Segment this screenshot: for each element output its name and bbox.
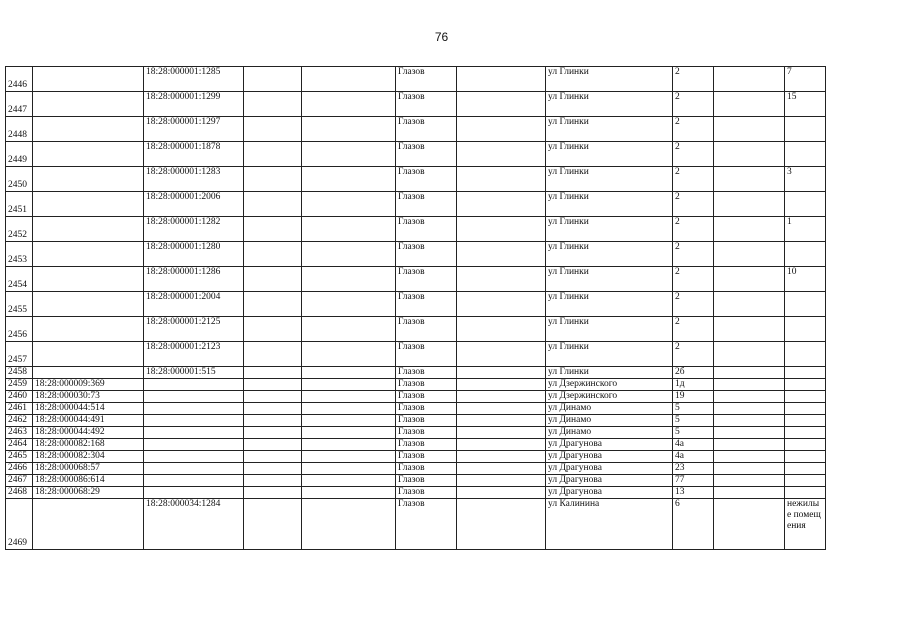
empty-cell (244, 92, 302, 117)
cell-street: ул Глинки (546, 192, 673, 217)
empty-cell (302, 67, 396, 92)
cell-cad-a (33, 267, 144, 292)
table-row (6, 142, 826, 167)
empty-cell (302, 439, 396, 451)
cell-num: 2450 (6, 167, 33, 192)
cell-num: 2466 (6, 463, 33, 475)
cell-note (785, 415, 826, 427)
cell-note (785, 391, 826, 403)
empty-cell (244, 317, 302, 342)
cell-house: 2 (673, 242, 714, 267)
cell-note (785, 117, 826, 142)
cell-cad-b: 18:28:000001:1878 (144, 142, 244, 167)
empty-cell (714, 415, 785, 427)
table-row (6, 403, 826, 415)
empty-cell (457, 92, 546, 117)
table-row (6, 92, 826, 117)
cell-num: 2464 (6, 439, 33, 451)
cell-street: ул Драгунова (546, 463, 673, 475)
table-row (6, 167, 826, 192)
empty-cell (457, 142, 546, 167)
empty-cell (244, 117, 302, 142)
cell-cad-b (144, 415, 244, 427)
cell-num: 2453 (6, 242, 33, 267)
cell-house: 6 (673, 499, 714, 550)
empty-cell (302, 451, 396, 463)
empty-cell (457, 439, 546, 451)
cell-city: Глазов (396, 217, 457, 242)
cell-house: 4а (673, 439, 714, 451)
cell-cad-b: 18:28:000001:1285 (144, 67, 244, 92)
cell-city: Глазов (396, 142, 457, 167)
cell-cad-a (33, 217, 144, 242)
empty-cell (302, 415, 396, 427)
empty-cell (714, 439, 785, 451)
empty-cell (244, 217, 302, 242)
cell-cad-a: 18:28:000086:614 (33, 475, 144, 487)
table-body (6, 67, 826, 550)
cell-city: Глазов (396, 499, 457, 550)
cell-cad-a: 18:28:000082:168 (33, 439, 144, 451)
empty-cell (244, 292, 302, 317)
cell-city: Глазов (396, 427, 457, 439)
empty-cell (457, 342, 546, 367)
cell-house: 5 (673, 403, 714, 415)
table-row (6, 292, 826, 317)
empty-cell (714, 342, 785, 367)
cell-num: 2455 (6, 292, 33, 317)
cell-cad-a (33, 342, 144, 367)
empty-cell (302, 379, 396, 391)
cell-num: 2467 (6, 475, 33, 487)
cell-num: 2459 (6, 379, 33, 391)
cell-num: 2463 (6, 427, 33, 439)
cell-note (785, 242, 826, 267)
empty-cell (244, 379, 302, 391)
empty-cell (714, 379, 785, 391)
cell-cad-b (144, 427, 244, 439)
cell-street: ул Дзержинского (546, 391, 673, 403)
cell-cad-a (33, 292, 144, 317)
cell-cad-b: 18:28:000001:2125 (144, 317, 244, 342)
empty-cell (457, 463, 546, 475)
cell-street: ул Глинки (546, 317, 673, 342)
cell-house: 1д (673, 379, 714, 391)
cell-note: 7 (785, 67, 826, 92)
cell-city: Глазов (396, 342, 457, 367)
cell-street: ул Динамо (546, 403, 673, 415)
cell-note (785, 403, 826, 415)
cell-house: 2б (673, 367, 714, 379)
empty-cell (714, 427, 785, 439)
cell-city: Глазов (396, 487, 457, 499)
cell-street: ул Глинки (546, 367, 673, 379)
empty-cell (457, 167, 546, 192)
cell-cad-b: 18:28:000001:2006 (144, 192, 244, 217)
cell-street: ул Глинки (546, 242, 673, 267)
cell-cad-b (144, 463, 244, 475)
empty-cell (457, 67, 546, 92)
cell-cad-a (33, 367, 144, 379)
cell-city: Глазов (396, 292, 457, 317)
cell-cad-b (144, 403, 244, 415)
cell-note (785, 367, 826, 379)
cell-cad-b: 18:28:000001:2004 (144, 292, 244, 317)
table-row (6, 451, 826, 463)
cell-house: 5 (673, 427, 714, 439)
cell-cad-b: 18:28:000034:1284 (144, 499, 244, 550)
empty-cell (244, 487, 302, 499)
table-row (6, 415, 826, 427)
cell-num: 2448 (6, 117, 33, 142)
empty-cell (714, 317, 785, 342)
cell-cad-b (144, 487, 244, 499)
empty-cell (714, 292, 785, 317)
cell-cad-b (144, 451, 244, 463)
empty-cell (714, 92, 785, 117)
cell-cad-a (33, 499, 144, 550)
cell-cad-a (33, 192, 144, 217)
empty-cell (302, 142, 396, 167)
cell-note (785, 475, 826, 487)
empty-cell (714, 475, 785, 487)
cell-city: Глазов (396, 317, 457, 342)
table-row (6, 367, 826, 379)
empty-cell (714, 391, 785, 403)
empty-cell (714, 451, 785, 463)
empty-cell (714, 217, 785, 242)
cell-num: 2469 (6, 499, 33, 550)
empty-cell (714, 142, 785, 167)
cell-house: 2 (673, 267, 714, 292)
cell-street: ул Дзержинского (546, 379, 673, 391)
cell-cad-b (144, 379, 244, 391)
cell-city: Глазов (396, 167, 457, 192)
cell-city: Глазов (396, 475, 457, 487)
cell-note (785, 487, 826, 499)
cell-note (785, 451, 826, 463)
cell-num: 2449 (6, 142, 33, 167)
cell-num: 2452 (6, 217, 33, 242)
empty-cell (714, 463, 785, 475)
cell-house: 77 (673, 475, 714, 487)
cell-note (785, 439, 826, 451)
empty-cell (302, 267, 396, 292)
cell-city: Глазов (396, 117, 457, 142)
cell-cad-a (33, 67, 144, 92)
cell-cad-a (33, 242, 144, 267)
empty-cell (457, 499, 546, 550)
cell-street: ул Глинки (546, 67, 673, 92)
table-row (6, 217, 826, 242)
cell-house: 2 (673, 317, 714, 342)
cell-house: 2 (673, 67, 714, 92)
empty-cell (714, 487, 785, 499)
empty-cell (714, 499, 785, 550)
empty-cell (244, 267, 302, 292)
empty-cell (457, 391, 546, 403)
cell-note: нежилые помещения (785, 499, 826, 550)
table-row (6, 342, 826, 367)
cell-street: ул Драгунова (546, 451, 673, 463)
cell-house: 19 (673, 391, 714, 403)
table-row (6, 475, 826, 487)
cell-city: Глазов (396, 192, 457, 217)
cell-city: Глазов (396, 67, 457, 92)
empty-cell (714, 167, 785, 192)
empty-cell (714, 67, 785, 92)
empty-cell (302, 427, 396, 439)
cell-city: Глазов (396, 391, 457, 403)
cell-street: ул Глинки (546, 167, 673, 192)
cell-note (785, 292, 826, 317)
cell-street: ул Драгунова (546, 439, 673, 451)
table-row (6, 487, 826, 499)
empty-cell (244, 242, 302, 267)
empty-cell (457, 475, 546, 487)
empty-cell (457, 415, 546, 427)
empty-cell (302, 342, 396, 367)
cell-city: Глазов (396, 267, 457, 292)
table-row (6, 67, 826, 92)
table-row (6, 439, 826, 451)
cell-cad-a: 18:28:000030:73 (33, 391, 144, 403)
empty-cell (457, 217, 546, 242)
table-row (6, 391, 826, 403)
cell-note (785, 427, 826, 439)
cell-cad-a: 18:28:000044:492 (33, 427, 144, 439)
table-row (6, 499, 826, 550)
cell-city: Глазов (396, 451, 457, 463)
empty-cell (244, 499, 302, 550)
cell-house: 23 (673, 463, 714, 475)
cell-note (785, 463, 826, 475)
cell-cad-b: 18:28:000001:1283 (144, 167, 244, 192)
cell-num: 2465 (6, 451, 33, 463)
empty-cell (244, 475, 302, 487)
cell-cad-b: 18:28:000001:2123 (144, 342, 244, 367)
empty-cell (457, 403, 546, 415)
empty-cell (302, 242, 396, 267)
empty-cell (714, 117, 785, 142)
empty-cell (244, 391, 302, 403)
empty-cell (714, 403, 785, 415)
cell-cad-a (33, 317, 144, 342)
cell-street: ул Глинки (546, 292, 673, 317)
empty-cell (457, 242, 546, 267)
cell-house: 2 (673, 92, 714, 117)
cell-note (785, 342, 826, 367)
cell-cad-a: 18:28:000044:491 (33, 415, 144, 427)
cell-cad-a: 18:28:000009:369 (33, 379, 144, 391)
cell-city: Глазов (396, 379, 457, 391)
cell-city: Глазов (396, 415, 457, 427)
cell-house: 2 (673, 217, 714, 242)
empty-cell (457, 317, 546, 342)
cell-cad-a (33, 117, 144, 142)
cell-cad-b: 18:28:000001:1282 (144, 217, 244, 242)
empty-cell (302, 167, 396, 192)
table-row (6, 117, 826, 142)
cell-cad-a: 18:28:000044:514 (33, 403, 144, 415)
empty-cell (302, 92, 396, 117)
table-row (6, 267, 826, 292)
cell-cad-a: 18:28:000068:29 (33, 487, 144, 499)
cell-city: Глазов (396, 242, 457, 267)
empty-cell (302, 487, 396, 499)
empty-cell (457, 117, 546, 142)
cell-street: ул Драгунова (546, 487, 673, 499)
table-row (6, 463, 826, 475)
cell-cad-b: 18:28:000001:1286 (144, 267, 244, 292)
cell-cad-b (144, 391, 244, 403)
empty-cell (302, 403, 396, 415)
empty-cell (244, 142, 302, 167)
empty-cell (302, 475, 396, 487)
empty-cell (244, 192, 302, 217)
cell-city: Глазов (396, 367, 457, 379)
cell-cad-a: 18:28:000082:304 (33, 451, 144, 463)
cell-num: 2462 (6, 415, 33, 427)
cell-num: 2460 (6, 391, 33, 403)
cell-house: 2 (673, 342, 714, 367)
empty-cell (244, 403, 302, 415)
empty-cell (244, 439, 302, 451)
cell-city: Глазов (396, 439, 457, 451)
empty-cell (244, 451, 302, 463)
cell-street: ул Глинки (546, 217, 673, 242)
empty-cell (457, 427, 546, 439)
cell-note (785, 192, 826, 217)
cell-city: Глазов (396, 92, 457, 117)
empty-cell (302, 391, 396, 403)
table-row (6, 192, 826, 217)
empty-cell (457, 487, 546, 499)
cell-cad-b: 18:28:000001:515 (144, 367, 244, 379)
empty-cell (302, 367, 396, 379)
empty-cell (244, 367, 302, 379)
empty-cell (244, 167, 302, 192)
cell-note: 1 (785, 217, 826, 242)
table-row (6, 427, 826, 439)
cell-cad-a (33, 167, 144, 192)
cell-num: 2457 (6, 342, 33, 367)
empty-cell (302, 117, 396, 142)
page-number: 76 (434, 30, 449, 44)
cell-street: ул Динамо (546, 415, 673, 427)
empty-cell (302, 317, 396, 342)
cell-house: 2 (673, 192, 714, 217)
table-row (6, 242, 826, 267)
cell-cad-a (33, 92, 144, 117)
empty-cell (244, 415, 302, 427)
cell-street: ул Глинки (546, 92, 673, 117)
cell-cad-b: 18:28:000001:1280 (144, 242, 244, 267)
empty-cell (714, 192, 785, 217)
empty-cell (457, 267, 546, 292)
empty-cell (302, 499, 396, 550)
cell-num: 2446 (6, 67, 33, 92)
cell-house: 2 (673, 292, 714, 317)
cell-num: 2468 (6, 487, 33, 499)
table-row (6, 317, 826, 342)
registry-table (5, 66, 826, 550)
empty-cell (302, 192, 396, 217)
cell-note: 3 (785, 167, 826, 192)
cell-num: 2456 (6, 317, 33, 342)
cell-street: ул Драгунова (546, 475, 673, 487)
empty-cell (302, 463, 396, 475)
cell-cad-b (144, 439, 244, 451)
cell-city: Глазов (396, 463, 457, 475)
cell-street: ул Глинки (546, 342, 673, 367)
table-row (6, 379, 826, 391)
cell-cad-a: 18:28:000068:57 (33, 463, 144, 475)
cell-note: 15 (785, 92, 826, 117)
empty-cell (244, 67, 302, 92)
cell-num: 2458 (6, 367, 33, 379)
empty-cell (714, 367, 785, 379)
empty-cell (244, 463, 302, 475)
empty-cell (244, 342, 302, 367)
cell-house: 13 (673, 487, 714, 499)
cell-city: Глазов (396, 403, 457, 415)
cell-num: 2451 (6, 192, 33, 217)
empty-cell (714, 242, 785, 267)
empty-cell (244, 427, 302, 439)
cell-street: ул Динамо (546, 427, 673, 439)
cell-house: 2 (673, 117, 714, 142)
cell-street: ул Калинина (546, 499, 673, 550)
empty-cell (302, 217, 396, 242)
empty-cell (457, 292, 546, 317)
cell-cad-b: 18:28:000001:1299 (144, 92, 244, 117)
empty-cell (457, 192, 546, 217)
cell-street: ул Глинки (546, 117, 673, 142)
cell-cad-b: 18:28:000001:1297 (144, 117, 244, 142)
empty-cell (457, 451, 546, 463)
cell-cad-a (33, 142, 144, 167)
empty-cell (302, 292, 396, 317)
empty-cell (714, 267, 785, 292)
cell-house: 5 (673, 415, 714, 427)
cell-house: 4а (673, 451, 714, 463)
cell-note (785, 317, 826, 342)
cell-cad-b (144, 475, 244, 487)
cell-note (785, 379, 826, 391)
cell-num: 2454 (6, 267, 33, 292)
cell-street: ул Глинки (546, 267, 673, 292)
cell-house: 2 (673, 142, 714, 167)
cell-num: 2447 (6, 92, 33, 117)
cell-note (785, 142, 826, 167)
cell-street: ул Глинки (546, 142, 673, 167)
cell-note: 10 (785, 267, 826, 292)
empty-cell (457, 379, 546, 391)
empty-cell (457, 367, 546, 379)
cell-num: 2461 (6, 403, 33, 415)
cell-house: 2 (673, 167, 714, 192)
